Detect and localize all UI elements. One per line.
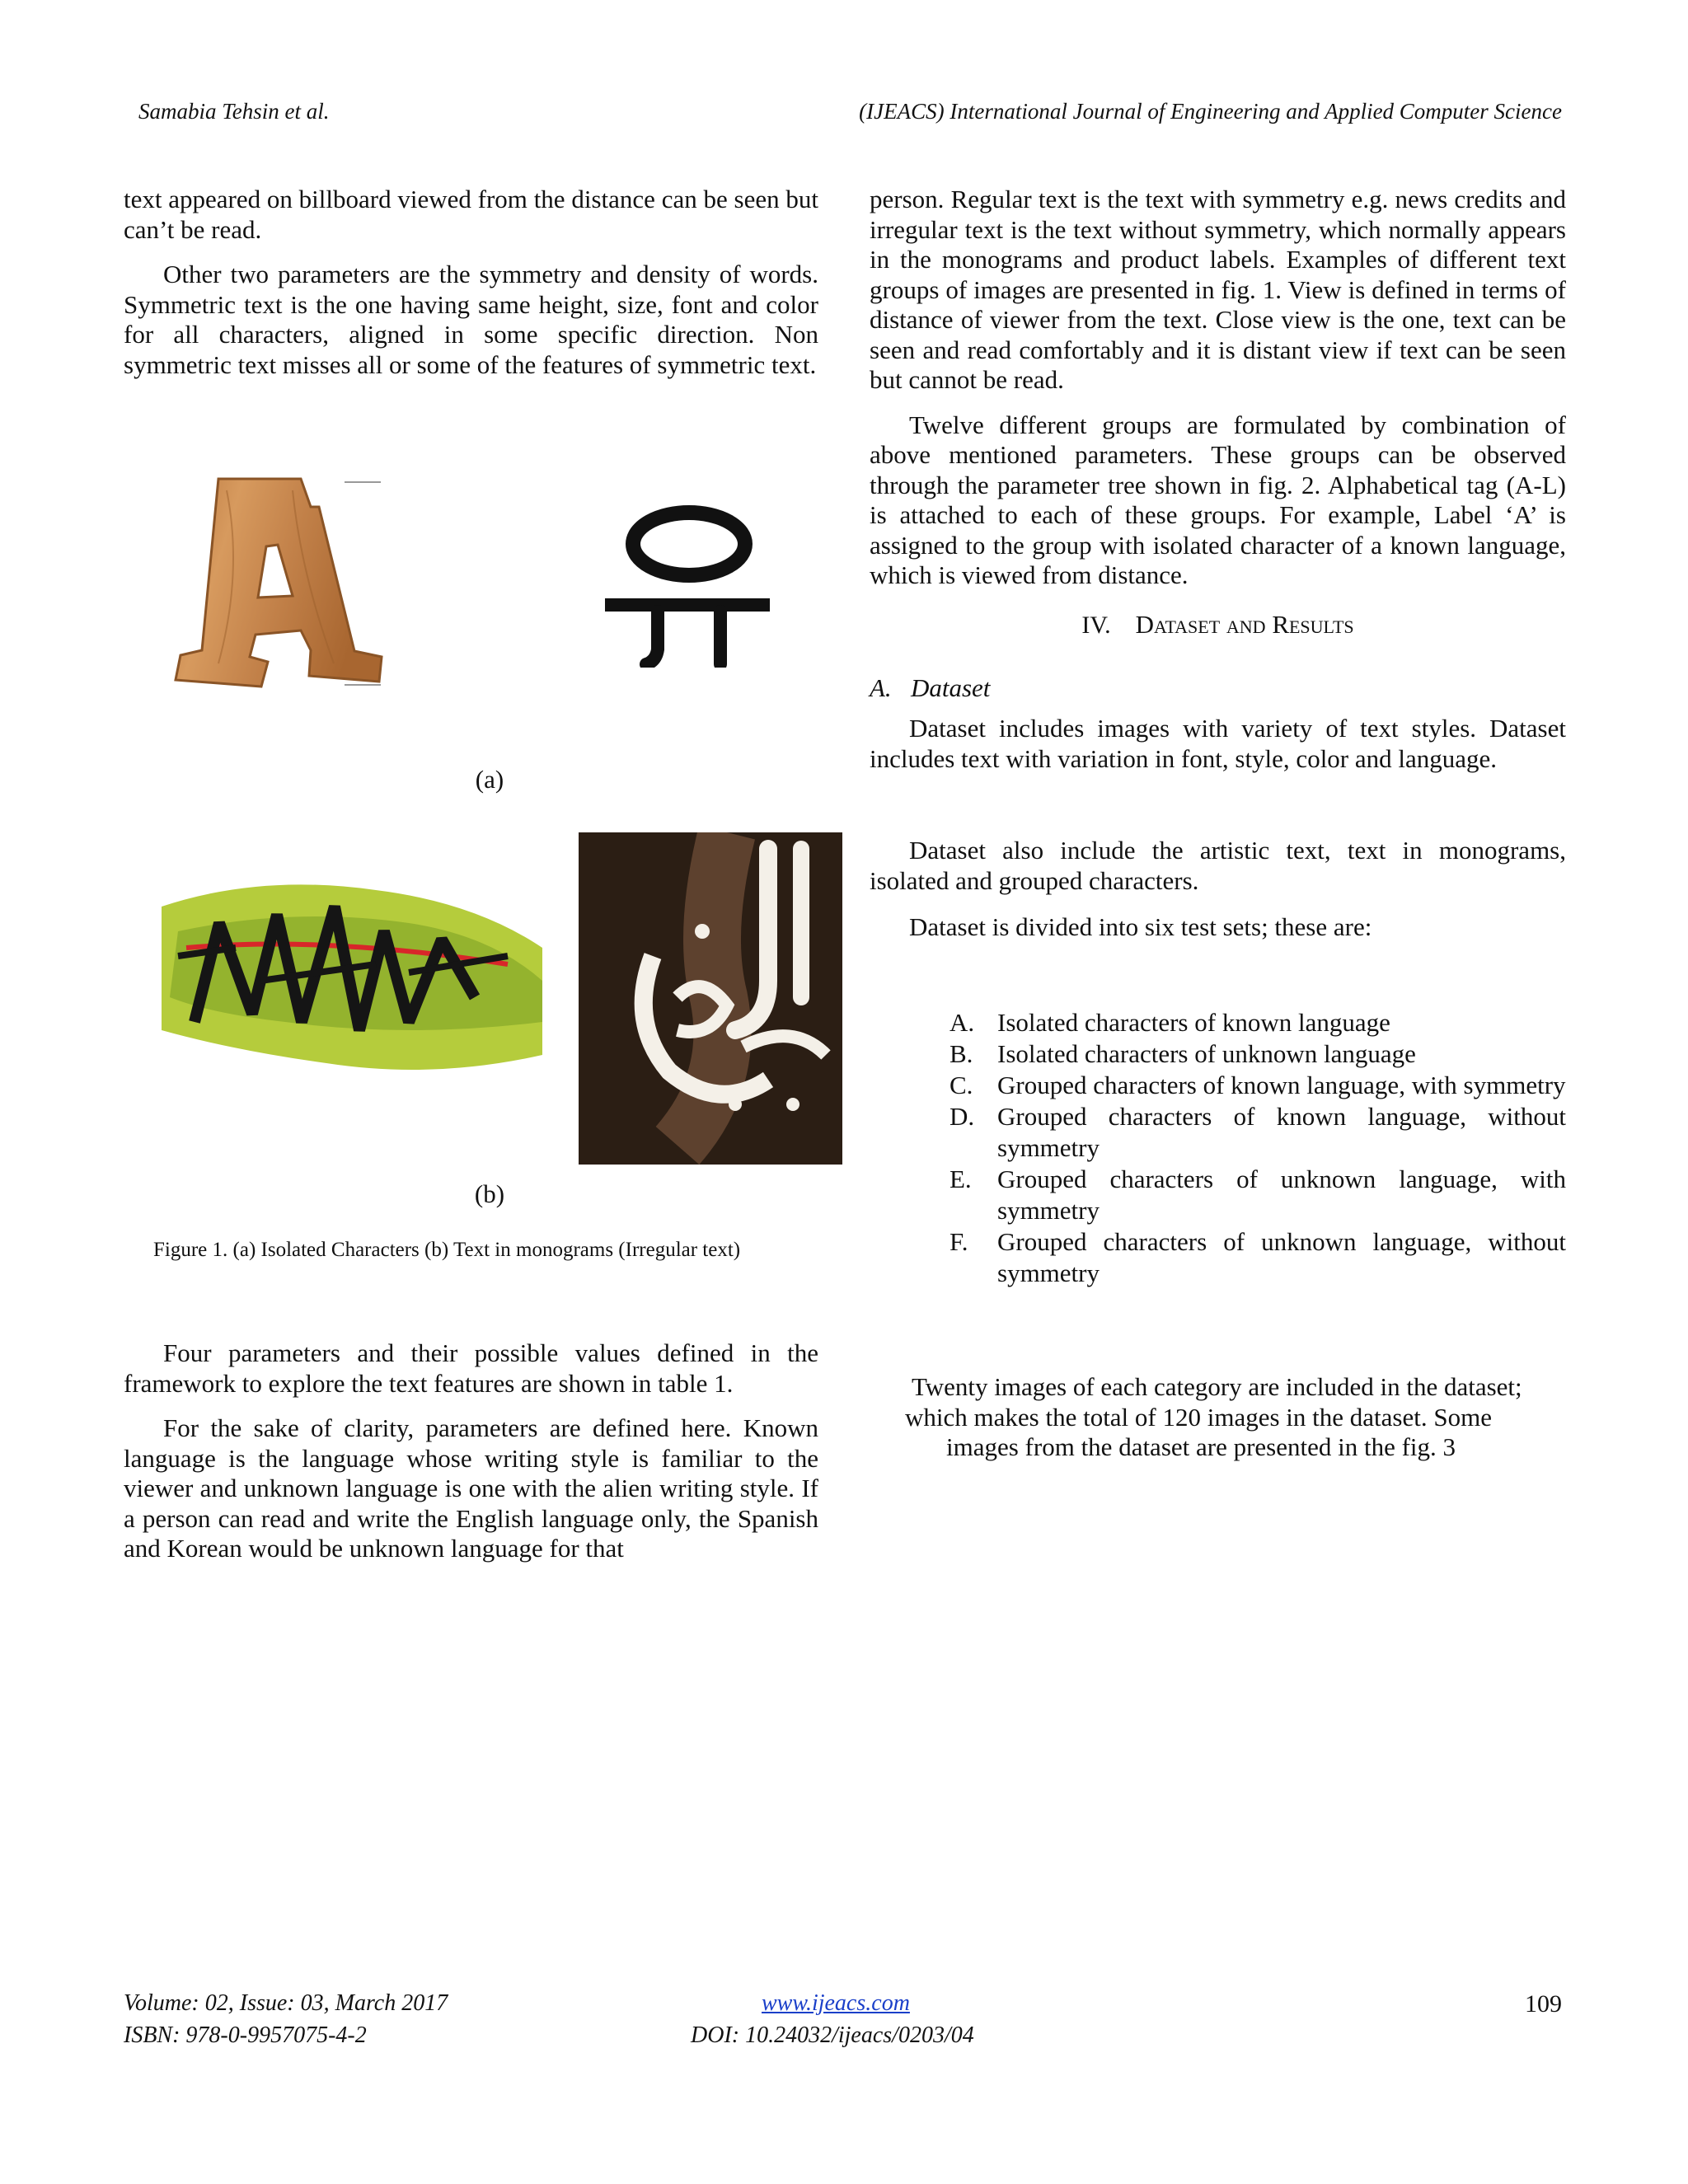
test-set-list (950, 1007, 1566, 1289)
list-item: C. Grouped characters of known language, with symmetry (950, 1071, 1566, 1099)
image-edge-mark (345, 684, 381, 686)
subsection-number: A. (870, 673, 892, 702)
left-column-top (124, 185, 818, 395)
figure-subcaption-a: (a) (475, 765, 504, 794)
paragraph: For the sake of clarity, parameters are defined here. Known language is the language whose writing style is familiar to the viewer and unknown language is one with the alien writing style. If a person can read and write the English language only, the Spanish and Korean would be unknown language for that (124, 1413, 818, 1563)
paragraph: Dataset also include the artistic text, text in monograms, isolated and grouped characters. (870, 836, 1566, 895)
right-column-dataset (870, 714, 1566, 789)
image-edge-mark (345, 481, 381, 483)
footer-volume: Volume: 02, Issue: 03, March 2017 (124, 1990, 448, 2016)
list-item: F. Grouped characters of unknown language, without symmetry (950, 1227, 1566, 1287)
right-column-dataset-2 (870, 836, 1566, 958)
korean-character-image (600, 503, 781, 668)
running-header-authors: Samabia Tehsin et al. (138, 99, 330, 124)
right-column-closing (874, 1372, 1582, 1463)
figure-caption: Figure 1. (a) Isolated Characters (b) Text in monograms (Irregular text) (153, 1239, 741, 1261)
paragraph: person. Regular text is the text with symmetry e.g. news credits and irregular text is the text without symmetry, which normally appears in the monograms and product labels. Examples of different text groups of images are presented in fig. 1. View is defined in terms of distance of viewer from the text. Close view is the one, text can be seen and read comfortably and it is distant view if text can be seen but cannot be read. (870, 185, 1566, 394)
section-title: Dataset and Results (1135, 610, 1354, 639)
list-item: B. Isolated characters of unknown language (950, 1039, 1416, 1068)
paragraph: Four parameters and their possible values defined in the framework to explore the text features are shown in table 1. (124, 1338, 818, 1398)
figure-subcaption-b: (b) (474, 1179, 505, 1208)
section-number: IV. (1081, 612, 1111, 639)
paragraph: Other two parameters are the symmetry and density of words. Symmetric text is the one having same height, size, font and color for all characters, aligned in some specific direction. Non symmetric text misses all or some of the features of symmetric text. (124, 260, 818, 379)
text-line: images from the dataset are presented in the fig. 3 (946, 1432, 1456, 1461)
list-item: A. Isolated characters of known language (950, 1008, 1390, 1037)
graffiti-text-image (162, 857, 542, 1088)
page-number: 109 (1525, 1990, 1562, 2018)
left-column-bottom (124, 1338, 818, 1579)
wooden-letter-a-image (169, 474, 392, 688)
running-header-journal: (IJEACS) International Journal of Engineering and Applied Computer Science (859, 99, 1562, 124)
paragraph: Twelve different groups are formulated by combination of above mentioned parameters. These groups can be observed through the parameter tree shown in fig. 2. Alphabetical tag (A-L) is attached to each of these groups. For example, Label ‘A’ is assigned to the group with isolated character of a known language, which is viewed from distance. (870, 410, 1566, 589)
footer-isbn: ISBN: 978-0-9957075-4-2 (124, 2022, 367, 2048)
arabic-calligraphy-image (579, 832, 842, 1165)
text-line: Twenty images of each category are included in the dataset; (912, 1372, 1522, 1401)
footer-doi: DOI: 10.24032/ijeacs/0203/04 (691, 2022, 974, 2048)
subsection-heading (870, 673, 990, 703)
section-heading (870, 610, 1566, 640)
right-column-top (870, 185, 1566, 606)
text-line: which makes the total of 120 images in the dataset. Some (905, 1402, 1492, 1432)
paragraph: Dataset is divided into six test sets; these are: (909, 912, 1372, 941)
list-item: E. Grouped characters of unknown language, with symmetry (950, 1165, 1566, 1225)
paragraph: text appeared on billboard viewed from the distance can be seen but can’t be read. (124, 185, 818, 244)
subsection-title: Dataset (910, 673, 991, 702)
paragraph: Dataset includes images with variety of text styles. Dataset includes text with variation in font, style, color and language. (870, 714, 1566, 773)
footer-website-link[interactable]: www.ijeacs.com (762, 1990, 910, 2016)
list-item: D. Grouped characters of known language, without symmetry (950, 1102, 1566, 1162)
